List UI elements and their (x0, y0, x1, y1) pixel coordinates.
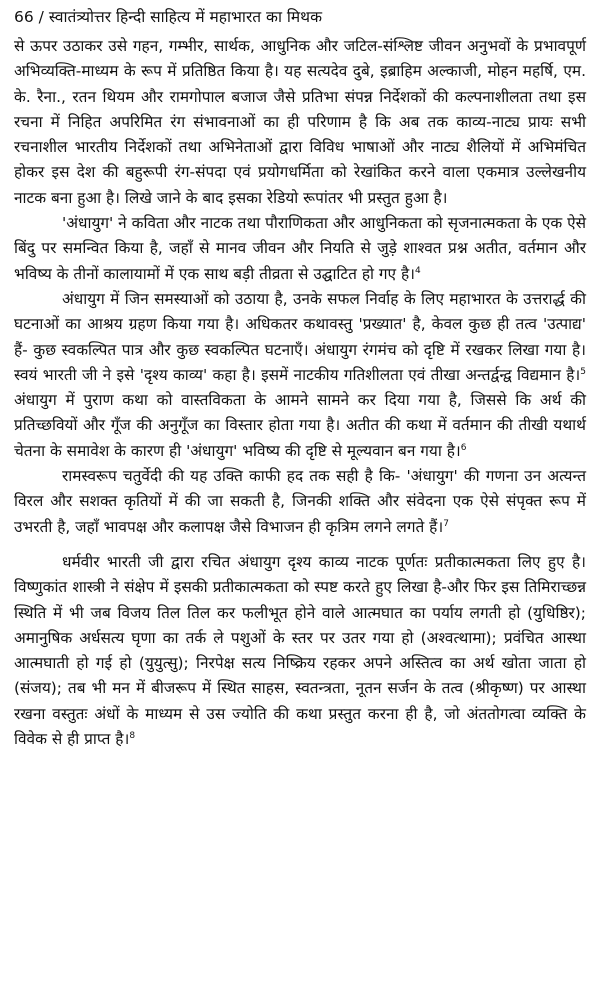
paragraph-2 (14, 211, 586, 287)
paragraph-text: अंधायुग में पुराण कथा को वास्तविकता के आमने सामने कर दिया गया है, जिससे कि अर्थ की प्रतिच्छवियों और गूँज की अनुगूँज का विस्तार होता गया है। अतीत की कथा में वर्तमान की तीखी यथार्थ चेतना के समावेश के कारण ही 'अंधायुग' भविष्य की दृष्टि से मूल्यवान बन गया है। (14, 391, 586, 460)
paragraph-5 (14, 550, 586, 752)
footnote-ref: 7 (443, 518, 449, 529)
running-header (14, 4, 586, 34)
page-number: 66 (14, 8, 34, 26)
footnote-ref: 8 (129, 730, 136, 741)
paragraph-text: अंधायुग में जिन समस्याओं को उठाया है, उनके सफल निर्वाह के लिए महाभारत के उत्तरार्द्ध की घटनाओं का आश्रय ग्रहण किया गया है। अधिकतर कथावस्तु 'प्रख्यात' है, केवल कुछ ही तत्व 'उत्पाद्य' हैं- कुछ स्वकल्पित पात्र और कुछ स्वकल्पित घटनाएँ। अंधायुग रंगमंच को दृष्टि में रखकर लिखा गया है। स्वयं भारती जी ने इसे 'दृश्य काव्य' कहा है। इसमें नाटकीय गतिशीलता एवं तीखा अन्तर्द्वन्द्व विद्यमान है। (14, 289, 586, 384)
running-title: स्वातंत्र्योत्तर हिन्दी साहित्य में महाभारत का मिथक (48, 8, 322, 26)
footnote-ref: 4 (414, 265, 421, 276)
paragraph-text: से ऊपर उठाकर उसे गहन, गम्भीर, सार्थक, आधुनिक और जटिल-संश्लिष्ट जीवन अनुभवों के प्रभावपूर्ण अभिव्यक्ति-माध्यम के रूप में प्रतिष्ठित किया है। यह सत्यदेव दुबे, इब्राहिम अल्काजी, मोहन महर्षि, एम. के. रैना., रतन थियम और रामगोपाल बजाज जैसे प्रतिभा संपन्न निर्देशकों की कल्पनाशीलता तथा इस रचना में निहित अपरिमित रंग संभावनाओं का ही परिणाम है कि अब तक काव्य-नाट्य प्रायः सभी रचनाशील भारतीय निर्देशकों तथा अभिनेताओं द्वारा विविध भाषाओं और नाट्य शैलियों में अभिमंचित होकर इस देश की बहुरूपी रंग-संपदा एवं प्रयोगधर्मिता को रेखांकित करने वाला एकमात्र उल्लेखनीय नाटक बना हुआ है। लिखे जाने के बाद इसका रेडियो रूपांतर भी प्रस्तुत हुआ है। (14, 37, 586, 207)
paragraph-1 (14, 34, 586, 211)
paragraph-text: रामस्वरूप चतुर्वेदी की यह उक्ति काफी हद तक सही है कि- 'अंधायुग' की गणना उन अत्यन्त विरल और सशक्त कृतियों में की जा सकती है, जिनकी शक्ति और संवेदना एक ऐसे संपृक्त रूप में उभरती है, जहाँ भावपक्ष और कलापक्ष जैसे विभाजन ही कृत्रिम लगने लगते हैं। (14, 467, 586, 536)
paragraph-text: 'अंधायुग' ने कविता और नाटक तथा पौराणिकता और आधुनिकता को सृजनात्मकता के एक ऐसे बिंदु पर समन्वित किया है, जहाँ से मानव जीवन और नियति से जुड़े शाश्वत प्रश्न अतीत, वर्तमान और भविष्य के तीनों कालायामों में एक साथ बड़ी तीव्रता से उद्घाटित हो गए है। (14, 214, 586, 283)
paragraph-4 (14, 464, 586, 540)
paragraph-text: धर्मवीर भारती जी द्वारा रचित अंधायुग दृश्य काव्य नाटक पूर्णतः प्रतीकात्मकता लिए हुए है। विष्णुकांत शास्त्री ने संक्षेप में इसकी प्रतीकात्मकता को स्पष्ट करते हुए लिखा है-और फिर इस तिमिराच्छन्न स्थिति में भी जब विजय तिल तिल कर फलीभूत होने वाले आत्मघात का पर्याय लगती हो (युधिष्ठिर); अमानुषिक अर्धसत्य घृणा का तर्क ले पशुओं के स्तर पर उतर गया हो (अश्वत्थामा); प्रवंचित आस्था आत्मघाती हो गई हो (युयुत्सु); निरपेक्ष सत्य निष्क्रिय रहकर अपने अस्तित्व का अर्थ खोता जाता हो (संजय); तब भी मन में बीजरूप में स्थित साहस, स्वतन्त्रता, नूतन सर्जन के तत्व (श्रीकृष्ण) पर आस्था रखना वस्तुतः अंधों के माध्यम से उस ज्योति की कथा प्रस्तुत करना ही है, जो अंततोगत्वा व्यक्ति के विवेक से ही प्राप्त है। (14, 552, 586, 749)
header-separator: / (33, 8, 49, 26)
footnote-ref: 6 (460, 442, 467, 453)
footnote-ref: 5 (580, 366, 586, 377)
paragraph-3 (14, 287, 586, 464)
